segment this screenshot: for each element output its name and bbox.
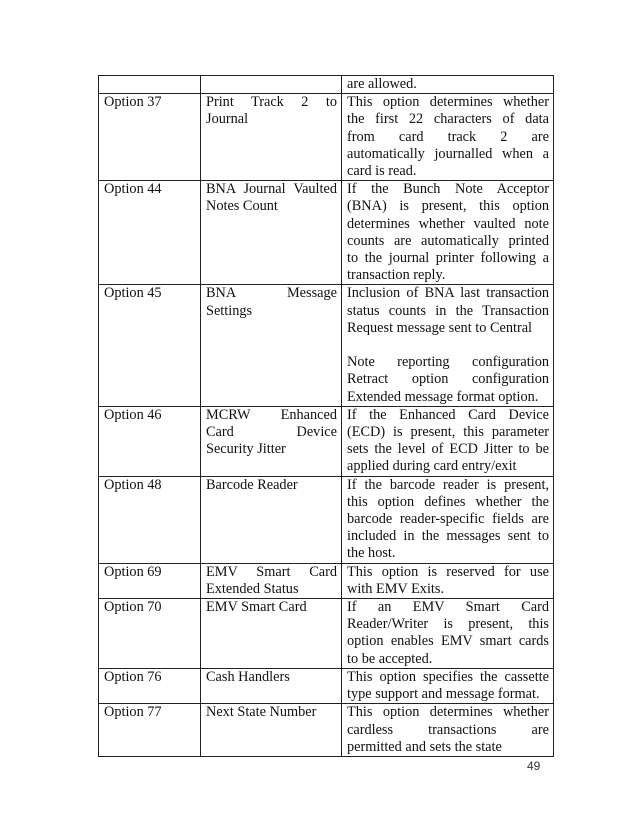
description-cell bbox=[342, 599, 554, 669]
description-line: This option determines whether bbox=[347, 94, 549, 111]
option-id-cell: Option 69 bbox=[99, 563, 201, 598]
description-line: to be accepted. bbox=[347, 650, 433, 667]
description-line: included in the messages sent to bbox=[347, 528, 549, 545]
description-line: This option specifies the cassette bbox=[347, 668, 549, 685]
table-row bbox=[99, 406, 554, 476]
feature-cell bbox=[201, 563, 342, 598]
page-number: 49 bbox=[527, 759, 541, 773]
feature-cell bbox=[201, 76, 342, 94]
description-cell bbox=[342, 94, 554, 181]
description-line: If the Bunch Note Acceptor bbox=[347, 181, 549, 198]
option-id-cell: Option 48 bbox=[99, 476, 201, 563]
description-line: type support and message format. bbox=[347, 686, 540, 703]
description-cell bbox=[342, 668, 554, 703]
description-line: Inclusion of BNA last transaction bbox=[347, 285, 549, 302]
description-line: with EMV Exits. bbox=[347, 580, 445, 597]
description-cell bbox=[342, 76, 554, 94]
description-cell bbox=[342, 704, 554, 757]
feature-line: Journal bbox=[206, 111, 249, 128]
option-id-cell bbox=[99, 76, 201, 94]
feature-line: BNA Journal Vaulted bbox=[206, 181, 337, 198]
table-row bbox=[99, 181, 554, 285]
table-row bbox=[99, 285, 554, 406]
description-line: this option defines whether the bbox=[347, 493, 549, 510]
option-id-cell: Option 37 bbox=[99, 94, 201, 181]
feature-cell bbox=[201, 285, 342, 406]
description-line: status counts in the Transaction bbox=[347, 302, 549, 319]
table-row bbox=[99, 704, 554, 757]
description-line: from card track 2 are bbox=[347, 128, 549, 145]
feature-cell bbox=[201, 668, 342, 703]
table-row bbox=[99, 94, 554, 181]
options-table bbox=[98, 75, 554, 757]
option-id-cell: Option 76 bbox=[99, 668, 201, 703]
description-cell bbox=[342, 563, 554, 598]
feature-cell bbox=[201, 181, 342, 285]
description-line: Reader/Writer is present, this bbox=[347, 616, 549, 633]
option-id-cell: Option 45 bbox=[99, 285, 201, 406]
table-row bbox=[99, 668, 554, 703]
description-line: counts are automatically printed bbox=[347, 232, 549, 249]
description-line: option enables EMV smart cards bbox=[347, 633, 549, 650]
feature-line: Cash Handlers bbox=[206, 668, 290, 685]
table-row bbox=[99, 476, 554, 563]
description-cell bbox=[342, 285, 554, 406]
description-line: (BNA) is present, this option bbox=[347, 198, 549, 215]
table-row bbox=[99, 76, 554, 94]
description-line: the first 22 characters of data bbox=[347, 111, 549, 128]
description-line: This option is reserved for use bbox=[347, 563, 549, 580]
description-line: transaction reply. bbox=[347, 267, 446, 284]
description-line: (ECD) is present, this parameter bbox=[347, 424, 549, 441]
description-line: sets the level of ECD Jitter to be bbox=[347, 441, 549, 458]
description-line: to the journal printer following a bbox=[347, 250, 549, 267]
feature-line: Next State Number bbox=[206, 704, 317, 721]
description-line bbox=[347, 337, 549, 354]
description-line: Note reporting configuration bbox=[347, 354, 549, 371]
feature-cell bbox=[201, 94, 342, 181]
feature-line: Print Track 2 to bbox=[206, 94, 337, 111]
description-line: Extended message format option. bbox=[347, 388, 539, 405]
description-line: If the Enhanced Card Device bbox=[347, 406, 549, 423]
feature-line: Extended Status bbox=[206, 580, 299, 597]
feature-line: Security Jitter bbox=[206, 441, 286, 458]
feature-cell bbox=[201, 599, 342, 669]
feature-line: EMV Smart Card bbox=[206, 599, 307, 616]
feature-cell bbox=[201, 476, 342, 563]
feature-cell bbox=[201, 406, 342, 476]
option-id-cell: Option 46 bbox=[99, 406, 201, 476]
option-id-cell: Option 77 bbox=[99, 704, 201, 757]
description-cell bbox=[342, 181, 554, 285]
description-line: Retract option configuration bbox=[347, 371, 549, 388]
feature-line: MCRW Enhanced bbox=[206, 406, 337, 423]
description-cell bbox=[342, 476, 554, 563]
feature-line: EMV Smart Card bbox=[206, 563, 337, 580]
description-line: determines whether vaulted note bbox=[347, 215, 549, 232]
feature-line: BNA Message bbox=[206, 285, 337, 302]
table-row bbox=[99, 599, 554, 669]
description-line: applied during card entry/exit bbox=[347, 458, 517, 475]
description-line: are allowed. bbox=[347, 76, 417, 92]
description-line: If an EMV Smart Card bbox=[347, 599, 549, 616]
description-line: barcode reader-specific fields are bbox=[347, 511, 549, 528]
table-row bbox=[99, 563, 554, 598]
description-cell bbox=[342, 406, 554, 476]
description-line: If the barcode reader is present, bbox=[347, 476, 549, 493]
option-id-cell: Option 44 bbox=[99, 181, 201, 285]
description-line: permitted and sets the state bbox=[347, 738, 502, 755]
description-line: automatically journalled when a bbox=[347, 145, 549, 162]
description-line: Request message sent to Central bbox=[347, 319, 533, 336]
options-table-body bbox=[99, 76, 554, 757]
description-line: This option determines whether bbox=[347, 704, 549, 721]
description-line: the host. bbox=[347, 545, 396, 562]
description-line: cardless transactions are bbox=[347, 721, 549, 738]
feature-line: Barcode Reader bbox=[206, 476, 298, 493]
feature-cell bbox=[201, 704, 342, 757]
option-id-cell: Option 70 bbox=[99, 599, 201, 669]
feature-line: Settings bbox=[206, 302, 253, 319]
feature-line: Card Device bbox=[206, 424, 337, 441]
description-line: card is read. bbox=[347, 163, 417, 180]
feature-line: Notes Count bbox=[206, 198, 278, 215]
